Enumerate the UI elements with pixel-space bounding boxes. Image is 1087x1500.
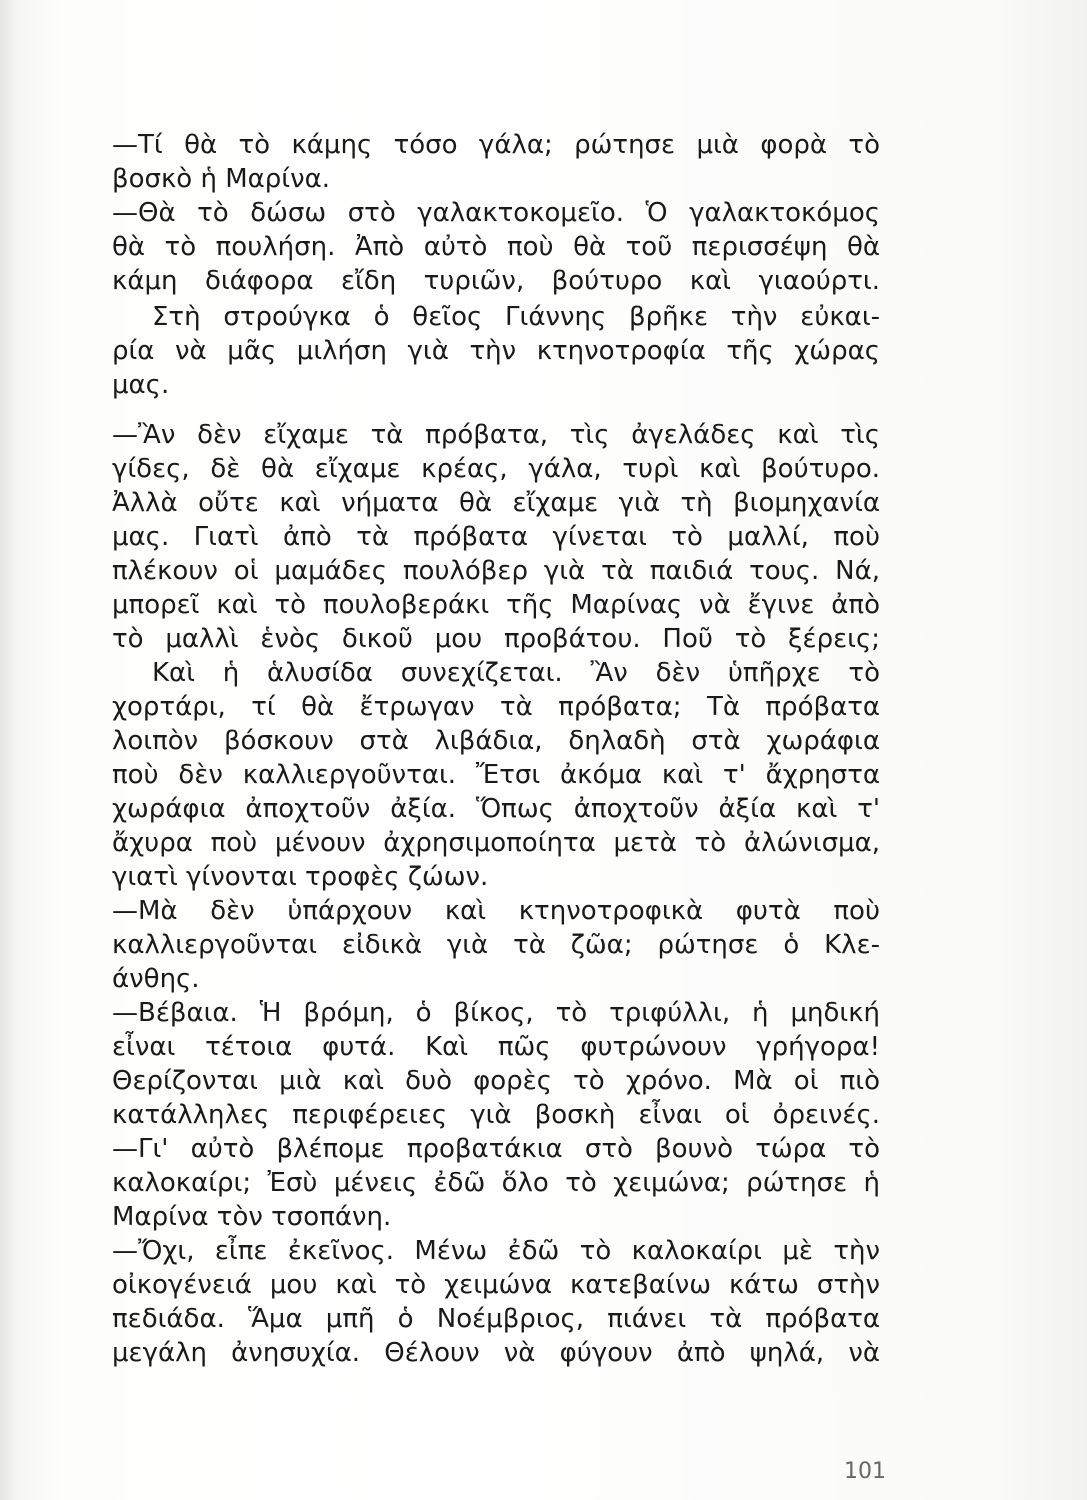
text-line: γίδες, δὲ θὰ εἴχαμε κρέας, γάλα, τυρὶ καὶ βούτυρο. [112, 454, 880, 484]
text-line: —Μὰ δὲν ὑπάρχουν καὶ κτηνοτροφικὰ φυτὰ ποὺ [112, 896, 880, 926]
text-line: οἰκογένειά μου καὶ τὸ χειμώνα κατεβαίνω κάτω στὴν [112, 1270, 880, 1300]
page-number: 101 [844, 1459, 886, 1484]
text-line: —Βέβαια. Ἡ βρόμη, ὁ βίκος, τὸ τριφύλλι, ἡ μηδική [112, 998, 880, 1028]
text-line: εἶναι τέτοια φυτά. Καὶ πῶς φυτρώνουν γρήγορα! [112, 1032, 880, 1062]
text-line: ποὺ δὲν καλλιεργοῦνται. Ἔτσι ἀκόμα καὶ τ' ἄχρηστα [112, 760, 880, 790]
text-line: άνθης. [112, 964, 200, 994]
text-line: χωράφια ἀποχτοῦν ἀξία. Ὅπως ἀποχτοῦν ἀξία καὶ τ' [112, 794, 880, 824]
text-line: ρία νὰ μᾶς μιλήση γιὰ τὴν κτηνοτροφία τῆς χώρας [112, 336, 880, 366]
text-line: θὰ τὸ πουλήση. Ἀπὸ αὐτὸ ποὺ θὰ τοῦ περισσέψη θὰ [112, 232, 880, 262]
text-line: κατάλληλες περιφέρειες γιὰ βοσκὴ εἶναι οἱ ὀρεινές. [112, 1100, 880, 1130]
text-line: λοιπὸν βόσκουν στὰ λιβάδια, δηλαδὴ στὰ χωράφια [112, 726, 880, 756]
text-line: Ἀλλὰ οὔτε καὶ νήματα θὰ εἴχαμε γιὰ τὴ βιομηχανία [112, 488, 880, 518]
text-line: Θερίζονται μιὰ καὶ δυὸ φορὲς τὸ χρόνο. Μὰ οἱ πιὸ [112, 1066, 880, 1096]
text-line: πλέκουν οἱ μαμάδες πουλόβερ γιὰ τὰ παιδιά τους. Νά, [112, 556, 880, 586]
text-line: τὸ μαλλὶ ἑνὸς δικοῦ μου προβάτου. Ποῦ τὸ ξέρεις; [112, 624, 880, 654]
text-line: μας. [112, 370, 170, 400]
text-line: γιατὶ γίνονται τροφὲς ζώων. [112, 862, 489, 892]
page-gutter-shadow [0, 0, 18, 1500]
text-line: Καὶ ἡ ἁλυσίδα συνεχίζεται. Ἂν δὲν ὑπῆρχε τὸ [152, 658, 880, 688]
text-line: πεδιάδα. Ἅμα μπῆ ὁ Νοέμβριος, πιάνει τὰ πρόβατα [112, 1304, 880, 1334]
text-line: —Θὰ τὸ δώσω στὸ γαλακτοκομεῖο. Ὁ γαλακτοκόμος [112, 198, 880, 228]
text-line: Στὴ στρούγκα ὁ θεῖος Γιάννης βρῆκε τὴν εὐκαι- [152, 302, 880, 332]
text-line: —Ὄχι, εἶπε ἐκεῖνος. Μένω ἐδῶ τὸ καλοκαίρι μὲ τὴν [112, 1236, 880, 1266]
text-line: ἄχυρα ποὺ μένουν ἀχρησιμοποίητα μετὰ τὸ ἀλώνισμα, [112, 828, 880, 858]
text-line: καλοκαίρι; Ἐσὺ μένεις ἐδῶ ὅλο τὸ χειμώνα; ρώτησε ἡ [112, 1168, 880, 1198]
text-line: μας. Γιατὶ ἀπὸ τὰ πρόβατα γίνεται τὸ μαλλί, ποὺ [112, 522, 880, 552]
text-line: μεγάλη ἀνησυχία. Θέλουν νὰ φύγουν ἀπὸ ψηλά, νὰ [112, 1338, 880, 1368]
text-line: —Τί θὰ τὸ κάμης τόσο γάλα; ρώτησε μιὰ φορὰ τὸ [112, 130, 880, 160]
text-line: Μαρίνα τὸν τσοπάνη. [112, 1202, 392, 1232]
text-line: μπορεῖ καὶ τὸ πουλοβεράκι τῆς Μαρίνας νὰ ἔγινε ἀπὸ [112, 590, 880, 620]
text-line: κάμη διάφορα εἴδη τυριῶν, βούτυρο καὶ γιαούρτι. [112, 266, 880, 296]
text-line: βοσκὸ ἡ Μαρίνα. [112, 164, 331, 194]
text-line: —Γι' αὐτὸ βλέπομε προβατάκια στὸ βουνὸ τώρα τὸ [112, 1134, 880, 1164]
text-line: καλλιεργοῦνται εἰδικὰ γιὰ τὰ ζῶα; ρώτησε ὁ Κλε- [112, 930, 880, 960]
text-line: χορτάρι, τί θὰ ἔτρωγαν τὰ πρόβατα; Τὰ πρόβατα [112, 692, 880, 722]
text-line: —Ἂν δὲν εἴχαμε τὰ πρόβατα, τὶς ἀγελάδες καὶ τὶς [112, 420, 880, 450]
